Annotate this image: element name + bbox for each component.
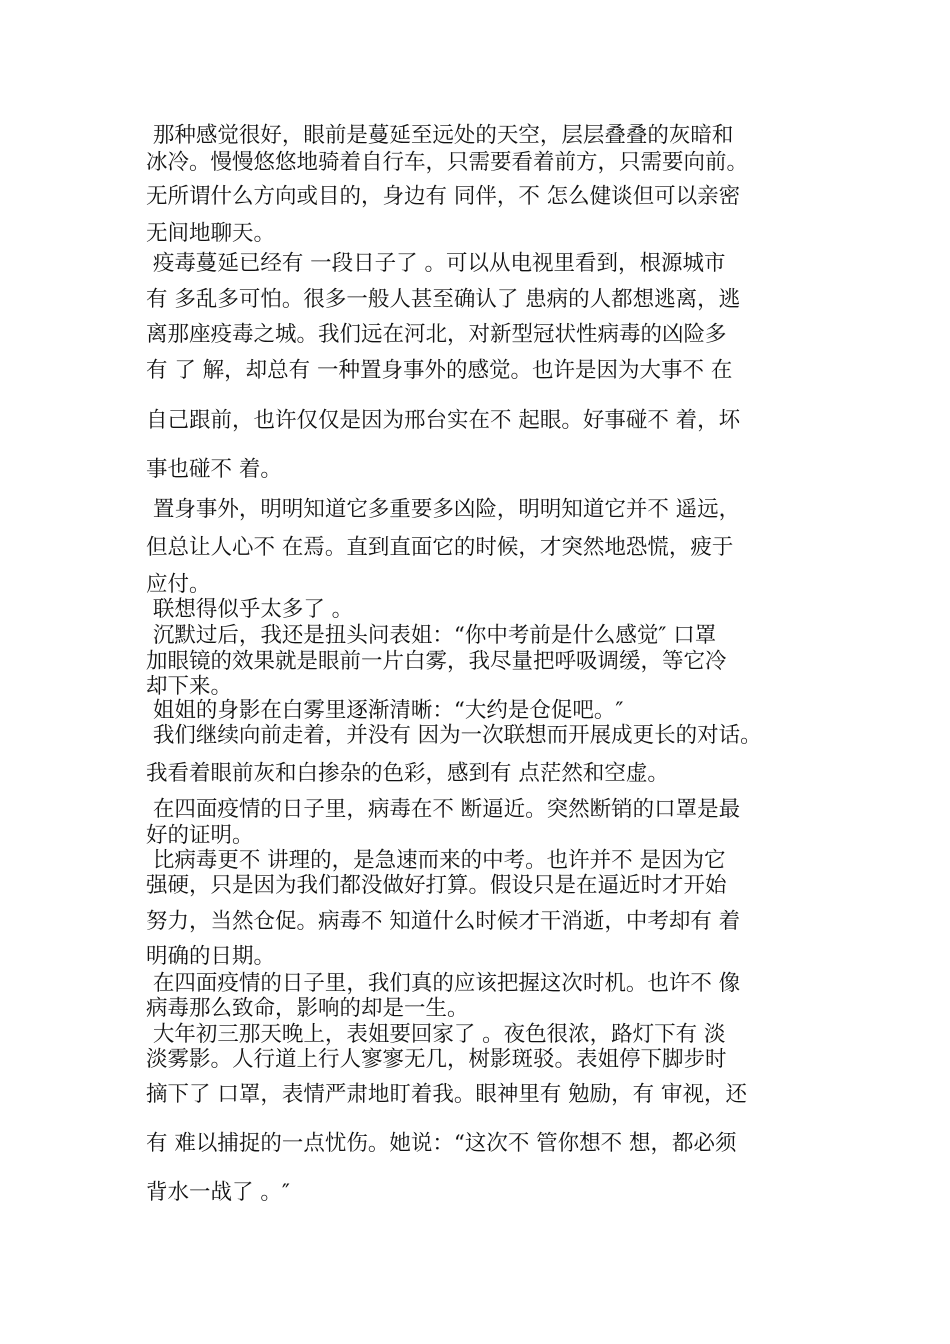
text-line: 有 难以捕捉的一点忧伤。她说：“这次不 管你想不 想，都必须 bbox=[146, 1131, 737, 1156]
text-line: 努力，当然仓促。病毒不 知道什么时候才干消逝，中考却有 着 bbox=[146, 909, 741, 934]
text-line: 加眼镜的效果就是眼前一片白雾，我尽量把呼吸调缓，等它冷 bbox=[146, 649, 727, 674]
text-line: 大年初三那天晚上，表姐要回家了 。夜色很浓，路灯下有 淡 bbox=[146, 1022, 726, 1047]
text-line: 冰冷。慢慢悠悠地骑着自行车，只需要看着前方，只需要向前。 bbox=[146, 150, 749, 175]
text-line: 联想得似乎太多了 。 bbox=[146, 597, 354, 622]
text-line: 在四面疫情的日子里，病毒在不 断逼近。突然断销的口罩是最 bbox=[146, 797, 741, 822]
text-line: 好的证明。 bbox=[146, 823, 254, 848]
text-line: 比病毒更不 讲理的，是急速而来的中考。也许并不 是因为它 bbox=[146, 848, 726, 873]
text-line: 应付。 bbox=[146, 572, 211, 597]
text-line: 离那座疫毒之城。我们远在河北，对新型冠状性病毒的凶险多 bbox=[146, 322, 727, 347]
text-line: 摘下了 口罩，表情严肃地盯着我。眼神里有 勉励，有 审视，还 bbox=[146, 1082, 748, 1107]
text-line: 事也碰不 着。 bbox=[146, 457, 282, 482]
text-line: 我们继续向前走着，并没有 因为一次联想而开展成更长的对话。 bbox=[146, 723, 762, 748]
text-line: 自己跟前，也许仅仅是因为邢台实在不 起眼。好事碰不 着，坏 bbox=[146, 408, 741, 433]
text-line: 但总让人心不 在焉。直到直面它的时候，才突然地恐慌，疲于 bbox=[146, 535, 734, 560]
text-line: 有 了 解，却总有 一种置身事外的感觉。也许是因为大事不 在 bbox=[146, 358, 733, 383]
text-line: 有 多乱多可怕。很多一般人甚至确认了 患病的人都想逃离，逃 bbox=[146, 287, 741, 312]
text-line: 沉默过后，我还是扭头问表姐：“你中考前是什么感觉″ 口罩 bbox=[146, 623, 717, 648]
text-line: 疫毒蔓延已经有 一段日子了 。可以从电视里看到，根源城市 bbox=[146, 251, 726, 276]
text-line: 病毒那么致命，影响的却是一生。 bbox=[146, 996, 469, 1021]
text-line: 无所谓什么方向或目的，身边有 同伴，不 怎么健谈但可以亲密 bbox=[146, 184, 741, 209]
text-line: 背水一战了 。″ bbox=[146, 1180, 290, 1205]
text-line: 无间地聊天。 bbox=[146, 221, 276, 246]
text-line: 淡雾影。人行道上行人寥寥无几，树影斑驳。表姐停下脚步时 bbox=[146, 1047, 727, 1072]
text-line: 我看着眼前灰和白掺杂的色彩，感到有 点茫然和空虚。 bbox=[146, 761, 669, 786]
text-line: 在四面疫情的日子里，我们真的应该把握这次时机。也许不 像 bbox=[146, 971, 741, 996]
text-line: 明确的日期。 bbox=[146, 944, 276, 969]
text-line: 姐姐的身影在白雾里逐渐清晰：“大约是仓促吧。″ bbox=[146, 698, 624, 723]
text-line: 强硬，只是因为我们都没做好打算。假设只是在逼近时才开始 bbox=[146, 873, 727, 898]
text-line: 那种感觉很好，眼前是蔓延至远处的天空，层层叠叠的灰暗和 bbox=[146, 123, 734, 148]
text-line: 却下来。 bbox=[146, 674, 233, 699]
text-line: 置身事外，明明知道它多重要多凶险，明明知道它并不 遥远， bbox=[146, 497, 741, 522]
